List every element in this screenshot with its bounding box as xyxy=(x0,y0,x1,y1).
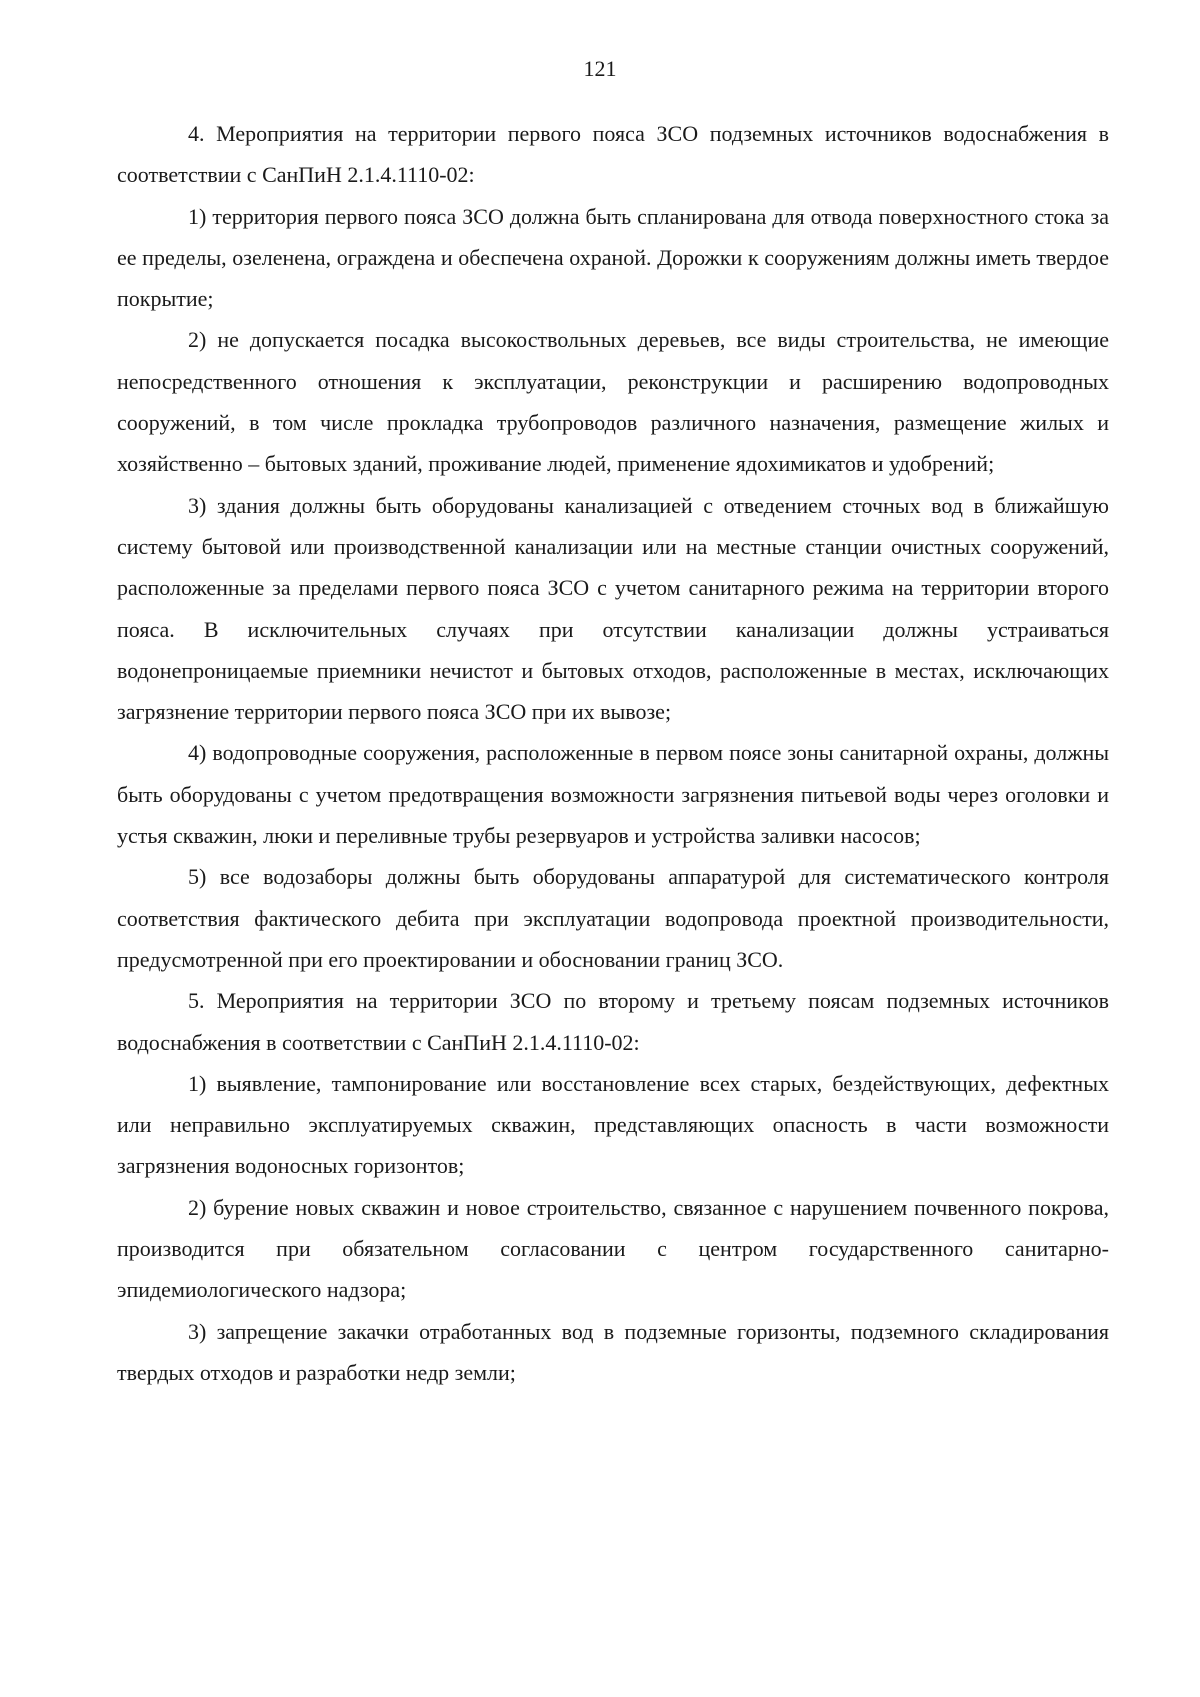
paragraph-section-5-heading: 5. Мероприятия на территории ЗСО по второму и третьему поясам подземных источников водоснабжения в соответствии с СанПиН 2.1.4.1110-02: xyxy=(117,988,1109,1055)
paragraph-section-5-item-2: 2) бурение новых скважин и новое строительство, связанное с нарушением почвенного покрова, производится при обязательном согласовании с центром государственного санитарно-эпидемиологического надзора; xyxy=(117,1194,1109,1303)
paragraph-section-4-item-3: 3) здания должны быть оборудованы канализацией с отведением сточных вод в ближайшую систему бытовой или производственной канализации или на местные станции очистных сооружений, расположенные за пределами первого пояса ЗСО с учетом санитарного режима на территории второго пояса. В исключительных случаях при отсутствии канализации должны устраиваться водонепроницаемые приемники нечистот и бытовых отходов, расположенные в местах, исключающих загрязнение территории первого пояса ЗСО при их вывозе; xyxy=(117,492,1109,725)
document-body xyxy=(117,113,1109,1393)
paragraph-section-4-item-2: 2) не допускается посадка высокоствольных деревьев, все виды строительства, не имеющие непосредственного отношения к эксплуатации, реконструкции и расширению водопроводных сооружений, в том числе прокладка трубопроводов различного назначения, размещение жилых и хозяйственно – бытовых зданий, проживание людей, применение ядохимикатов и удобрений; xyxy=(117,327,1109,477)
paragraph-section-5-item-1: 1) выявление, тампонирование или восстановление всех старых, бездействующих, дефектных или неправильно эксплуатируемых скважин, представляющих опасность в части возможности загрязнения водоносных горизонтов; xyxy=(117,1070,1109,1179)
paragraph-section-4-heading: 4. Мероприятия на территории первого пояса ЗСО подземных источников водоснабжения в соответствии с СанПиН 2.1.4.1110-02: xyxy=(117,121,1109,188)
page-number: 121 xyxy=(583,56,617,81)
paragraph-section-4-item-1: 1) территория первого пояса ЗСО должна быть спланирована для отвода поверхностного стока за ее пределы, озеленена, ограждена и обеспечена охраной. Дорожки к сооружениям должны иметь твердое покрытие; xyxy=(117,203,1109,312)
paragraph-section-4-item-5: 5) все водозаборы должны быть оборудованы аппаратурой для систематического контроля соответствия фактического дебита при эксплуатации водопровода проектной производительности, предусмотренной при его проектировании и обосновании границ ЗСО. xyxy=(117,864,1109,972)
paragraph-section-5-item-3: 3) запрещение закачки отработанных вод в подземные горизонты, подземного складирования твердых отходов и разработки недр земли; xyxy=(117,1318,1109,1385)
paragraph-section-4-item-4: 4) водопроводные сооружения, расположенные в первом поясе зоны санитарной охраны, должны быть оборудованы с учетом предотвращения возможности загрязнения питьевой воды через оголовки и устья скважин, люки и переливные трубы резервуаров и устройства заливки насосов; xyxy=(117,740,1109,849)
